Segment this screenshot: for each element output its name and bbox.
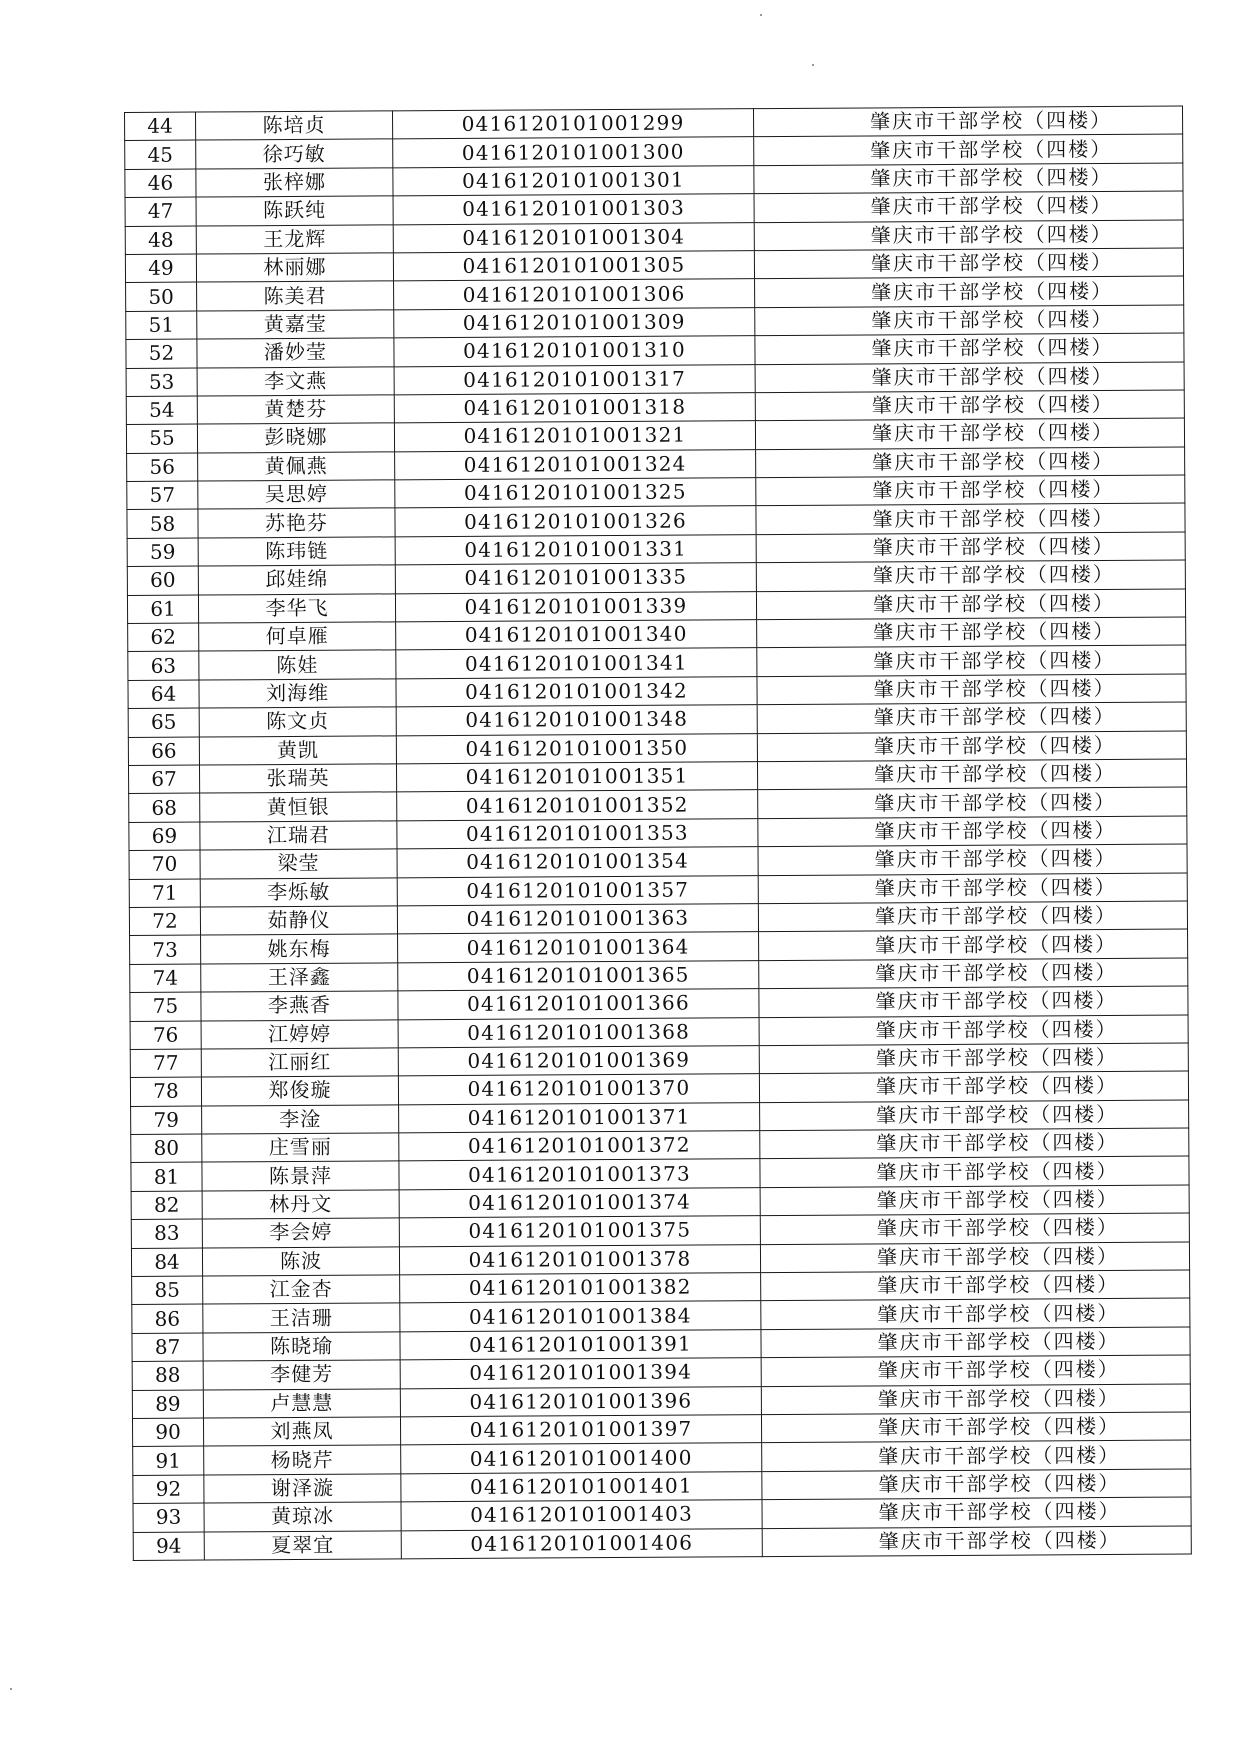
candidate-name: 李健芳 (203, 1360, 400, 1390)
admission-number: 0416120101001364 (398, 932, 759, 963)
exam-location: 肇庆市干部学校（四楼） (757, 731, 1186, 762)
candidate-name: 王龙辉 (196, 224, 393, 254)
exam-location: 肇庆市干部学校（四楼） (754, 248, 1183, 279)
exam-location: 肇庆市干部学校（四楼） (756, 475, 1185, 506)
exam-location: 肇庆市干部学校（四楼） (758, 844, 1187, 875)
row-number: 94 (133, 1532, 204, 1561)
row-number: 63 (128, 651, 199, 680)
exam-location: 肇庆市干部学校（四楼） (756, 560, 1185, 591)
candidate-name: 苏艳芬 (198, 508, 395, 538)
row-number: 55 (126, 424, 197, 453)
admission-number: 0416120101001403 (401, 1500, 762, 1531)
exam-location: 肇庆市干部学校（四楼） (762, 1440, 1191, 1471)
exam-location: 肇庆市干部学校（四楼） (754, 163, 1183, 194)
candidate-name: 黄佩燕 (198, 452, 395, 482)
candidate-name: 谢泽漩 (204, 1474, 401, 1504)
candidate-name: 黄嘉莹 (197, 310, 394, 340)
exam-location: 肇庆市干部学校（四楼） (757, 617, 1186, 648)
exam-location: 肇庆市干部学校（四楼） (760, 1242, 1189, 1273)
candidate-name: 卢慧慧 (203, 1388, 400, 1418)
exam-location: 肇庆市干部学校（四楼） (762, 1497, 1191, 1528)
admission-number: 0416120101001348 (396, 705, 757, 736)
candidate-name: 刘海维 (199, 679, 396, 709)
candidate-name: 陈景萍 (202, 1161, 399, 1191)
row-number: 64 (128, 680, 199, 709)
admission-number: 0416120101001340 (396, 620, 757, 651)
row-number: 74 (130, 964, 201, 993)
row-number: 93 (133, 1503, 204, 1532)
candidate-name: 李淦 (202, 1105, 399, 1135)
candidate-name: 江金杏 (203, 1275, 400, 1305)
exam-location: 肇庆市干部学校（四楼） (761, 1355, 1190, 1386)
exam-location: 肇庆市干部学校（四楼） (759, 1071, 1188, 1102)
row-number: 53 (126, 368, 197, 397)
exam-location: 肇庆市干部学校（四楼） (758, 901, 1187, 932)
row-number: 92 (133, 1475, 204, 1504)
admission-number: 0416120101001384 (400, 1301, 761, 1332)
admission-number: 0416120101001406 (401, 1528, 762, 1559)
row-number: 80 (131, 1134, 202, 1163)
exam-location: 肇庆市干部学校（四楼） (754, 134, 1183, 165)
exam-location: 肇庆市干部学校（四楼） (757, 702, 1186, 733)
exam-location: 肇庆市干部学校（四楼） (755, 362, 1184, 393)
candidate-name: 陈文贞 (199, 707, 396, 737)
candidate-name: 江瑞君 (200, 821, 397, 851)
exam-location: 肇庆市干部学校（四楼） (755, 305, 1184, 336)
exam-location: 肇庆市干部学校（四楼） (762, 1469, 1191, 1500)
admission-number: 0416120101001351 (396, 762, 757, 793)
table-row (133, 1526, 1191, 1561)
exam-location: 肇庆市干部学校（四楼） (760, 1100, 1189, 1131)
row-number: 81 (131, 1162, 202, 1191)
admission-number: 0416120101001354 (397, 847, 758, 878)
row-number: 49 (125, 254, 196, 283)
candidate-name: 李烁敏 (200, 877, 397, 907)
row-number: 65 (128, 708, 199, 737)
exam-location: 肇庆市干部学校（四楼） (762, 1526, 1191, 1557)
exam-location: 肇庆市干部学校（四楼） (755, 276, 1184, 307)
candidate-name: 梁莹 (200, 849, 397, 879)
admission-number: 0416120101001378 (399, 1244, 760, 1275)
admission-number: 0416120101001371 (399, 1102, 760, 1133)
candidate-name: 彭晓娜 (197, 423, 394, 453)
scan-speck (812, 64, 814, 66)
candidate-name: 陈娃 (199, 650, 396, 680)
row-number: 82 (131, 1191, 202, 1220)
exam-location: 肇庆市干部学校（四楼） (756, 447, 1185, 478)
row-number: 88 (132, 1361, 203, 1390)
admission-number: 0416120101001299 (392, 109, 753, 140)
admission-number: 0416120101001339 (395, 591, 756, 622)
admission-number: 0416120101001353 (397, 818, 758, 849)
row-number: 75 (130, 992, 201, 1021)
row-number: 78 (130, 1077, 201, 1106)
candidate-name: 陈跃纯 (196, 196, 393, 226)
scan-speck (10, 1688, 12, 1690)
admission-number: 0416120101001365 (398, 960, 759, 991)
row-number: 90 (132, 1418, 203, 1447)
candidate-name: 吴思婷 (198, 480, 395, 510)
candidate-name: 江丽红 (201, 1048, 398, 1078)
row-number: 69 (129, 822, 200, 851)
candidate-name: 陈晓瑜 (203, 1332, 400, 1362)
row-number: 70 (129, 850, 200, 879)
admission-number: 0416120101001331 (395, 535, 756, 566)
candidate-name: 江婷婷 (201, 1019, 398, 1049)
candidate-name: 夏翠宜 (204, 1530, 401, 1560)
admission-number: 0416120101001400 (401, 1443, 762, 1474)
candidate-name: 茹静仪 (200, 906, 397, 936)
admission-number: 0416120101001321 (394, 421, 755, 452)
admission-number: 0416120101001303 (393, 194, 754, 225)
exam-location: 肇庆市干部学校（四楼） (757, 759, 1186, 790)
row-number: 91 (133, 1446, 204, 1475)
row-number: 87 (132, 1333, 203, 1362)
admission-number: 0416120101001369 (398, 1046, 759, 1077)
row-number: 54 (126, 396, 197, 425)
candidate-name: 黄恒银 (200, 792, 397, 822)
row-number: 61 (127, 595, 198, 624)
row-number: 86 (132, 1304, 203, 1333)
candidate-name: 何卓雁 (199, 622, 396, 652)
exam-location: 肇庆市干部学校（四楼） (755, 418, 1184, 449)
exam-location: 肇庆市干部学校（四楼） (755, 390, 1184, 421)
row-number: 50 (126, 282, 197, 311)
admission-number: 0416120101001391 (400, 1329, 761, 1360)
exam-location: 肇庆市干部学校（四楼） (757, 674, 1186, 705)
exam-location: 肇庆市干部学校（四楼） (760, 1185, 1189, 1216)
candidate-name: 张瑞英 (199, 764, 396, 794)
admission-number: 0416120101001357 (397, 875, 758, 906)
row-number: 84 (131, 1248, 202, 1277)
row-number: 51 (126, 311, 197, 340)
exam-location: 肇庆市干部学校（四楼） (761, 1327, 1190, 1358)
candidate-name: 陈玮链 (198, 537, 395, 567)
scan-speck (760, 14, 762, 16)
exam-location: 肇庆市干部学校（四楼） (759, 986, 1188, 1017)
row-number: 71 (129, 879, 200, 908)
admission-number: 0416120101001394 (400, 1358, 761, 1389)
row-number: 89 (132, 1390, 203, 1419)
candidate-name: 李文燕 (197, 366, 394, 396)
row-number: 73 (130, 935, 201, 964)
row-number: 72 (129, 907, 200, 936)
exam-location: 肇庆市干部学校（四楼） (760, 1213, 1189, 1244)
candidate-name: 姚东梅 (201, 934, 398, 964)
exam-location: 肇庆市干部学校（四楼） (756, 532, 1185, 563)
admission-number: 0416120101001325 (395, 478, 756, 509)
admission-number: 0416120101001363 (397, 904, 758, 935)
exam-location: 肇庆市干部学校（四楼） (760, 1156, 1189, 1187)
row-number: 44 (125, 112, 196, 141)
row-number: 48 (125, 226, 196, 255)
candidate-name: 黄凯 (199, 735, 396, 765)
exam-location: 肇庆市干部学校（四楼） (754, 191, 1183, 222)
admission-number: 0416120101001375 (399, 1216, 760, 1247)
exam-location: 肇庆市干部学校（四楼） (757, 645, 1186, 676)
exam-location: 肇庆市干部学校（四楼） (760, 1128, 1189, 1159)
admission-number: 0416120101001374 (399, 1187, 760, 1218)
candidate-name: 郑俊璇 (201, 1076, 398, 1106)
admission-number: 0416120101001324 (395, 449, 756, 480)
exam-roster-table (124, 106, 1192, 1561)
admission-number: 0416120101001310 (394, 336, 755, 367)
exam-location: 肇庆市干部学校（四楼） (754, 220, 1183, 251)
candidate-name: 李燕香 (201, 991, 398, 1021)
row-number: 52 (126, 339, 197, 368)
row-number: 79 (131, 1106, 202, 1135)
admission-number: 0416120101001366 (398, 989, 759, 1020)
candidate-name: 林丹文 (202, 1190, 399, 1220)
row-number: 60 (127, 566, 198, 595)
exam-location: 肇庆市干部学校（四楼） (761, 1270, 1190, 1301)
admission-number: 0416120101001352 (397, 790, 758, 821)
admission-number: 0416120101001301 (393, 165, 754, 196)
exam-location: 肇庆市干部学校（四楼） (755, 333, 1184, 364)
admission-number: 0416120101001401 (401, 1471, 762, 1502)
admission-number: 0416120101001335 (395, 563, 756, 594)
candidate-name: 李华飞 (198, 593, 395, 623)
candidate-name: 邱娃绵 (198, 565, 395, 595)
candidate-name: 张梓娜 (196, 168, 393, 198)
exam-location: 肇庆市干部学校（四楼） (759, 1015, 1188, 1046)
exam-location: 肇庆市干部学校（四楼） (759, 929, 1188, 960)
candidate-name: 陈波 (202, 1246, 399, 1276)
admission-number: 0416120101001305 (393, 251, 754, 282)
candidate-name: 黄楚芬 (197, 395, 394, 425)
exam-location: 肇庆市干部学校（四楼） (761, 1412, 1190, 1443)
candidate-name: 陈美君 (197, 281, 394, 311)
admission-number: 0416120101001326 (395, 506, 756, 537)
exam-location: 肇庆市干部学校（四楼） (753, 106, 1182, 137)
candidate-name: 王泽鑫 (201, 963, 398, 993)
admission-number: 0416120101001382 (400, 1273, 761, 1304)
admission-number: 0416120101001372 (399, 1131, 760, 1162)
admission-number: 0416120101001306 (394, 279, 755, 310)
row-number: 67 (128, 765, 199, 794)
exam-location: 肇庆市干部学校（四楼） (759, 1043, 1188, 1074)
exam-location: 肇庆市干部学校（四楼） (756, 503, 1185, 534)
exam-location: 肇庆市干部学校（四楼） (758, 873, 1187, 904)
candidate-name: 黄琼冰 (204, 1502, 401, 1532)
admission-number: 0416120101001373 (399, 1159, 760, 1190)
admission-number: 0416120101001304 (393, 222, 754, 253)
admission-number: 0416120101001350 (396, 733, 757, 764)
candidate-name: 林丽娜 (196, 253, 393, 283)
row-number: 56 (127, 453, 198, 482)
row-number: 68 (129, 793, 200, 822)
exam-location: 肇庆市干部学校（四楼） (761, 1384, 1190, 1415)
roster-body (125, 106, 1192, 1560)
admission-number: 0416120101001342 (396, 676, 757, 707)
candidate-name: 徐巧敏 (196, 139, 393, 169)
admission-number: 0416120101001396 (400, 1386, 761, 1417)
row-number: 46 (125, 169, 196, 198)
admission-number: 0416120101001397 (400, 1415, 761, 1446)
candidate-name: 陈培贞 (196, 111, 393, 141)
admission-number: 0416120101001300 (393, 137, 754, 168)
admission-number: 0416120101001370 (398, 1074, 759, 1105)
admission-number: 0416120101001341 (396, 648, 757, 679)
row-number: 83 (131, 1219, 202, 1248)
candidate-name: 刘燕凤 (203, 1417, 400, 1447)
row-number: 76 (130, 1021, 201, 1050)
exam-location: 肇庆市干部学校（四楼） (759, 958, 1188, 989)
candidate-name: 潘妙莹 (197, 338, 394, 368)
row-number: 66 (128, 737, 199, 766)
candidate-name: 李会婷 (202, 1218, 399, 1248)
exam-location: 肇庆市干部学校（四楼） (756, 589, 1185, 620)
exam-location: 肇庆市干部学校（四楼） (758, 787, 1187, 818)
admission-number: 0416120101001317 (394, 364, 755, 395)
exam-location: 肇庆市干部学校（四楼） (758, 816, 1187, 847)
admission-number: 0416120101001309 (394, 307, 755, 338)
row-number: 47 (125, 197, 196, 226)
candidate-name: 王洁珊 (203, 1303, 400, 1333)
admission-number: 0416120101001368 (398, 1017, 759, 1048)
row-number: 58 (127, 510, 198, 539)
row-number: 85 (132, 1276, 203, 1305)
row-number: 59 (127, 538, 198, 567)
row-number: 77 (130, 1049, 201, 1078)
candidate-name: 杨晓芹 (204, 1445, 401, 1475)
row-number: 62 (128, 623, 199, 652)
row-number: 57 (127, 481, 198, 510)
admission-number: 0416120101001318 (394, 393, 755, 424)
exam-location: 肇庆市干部学校（四楼） (761, 1298, 1190, 1329)
row-number: 45 (125, 140, 196, 169)
candidate-name: 庄雪丽 (202, 1133, 399, 1163)
